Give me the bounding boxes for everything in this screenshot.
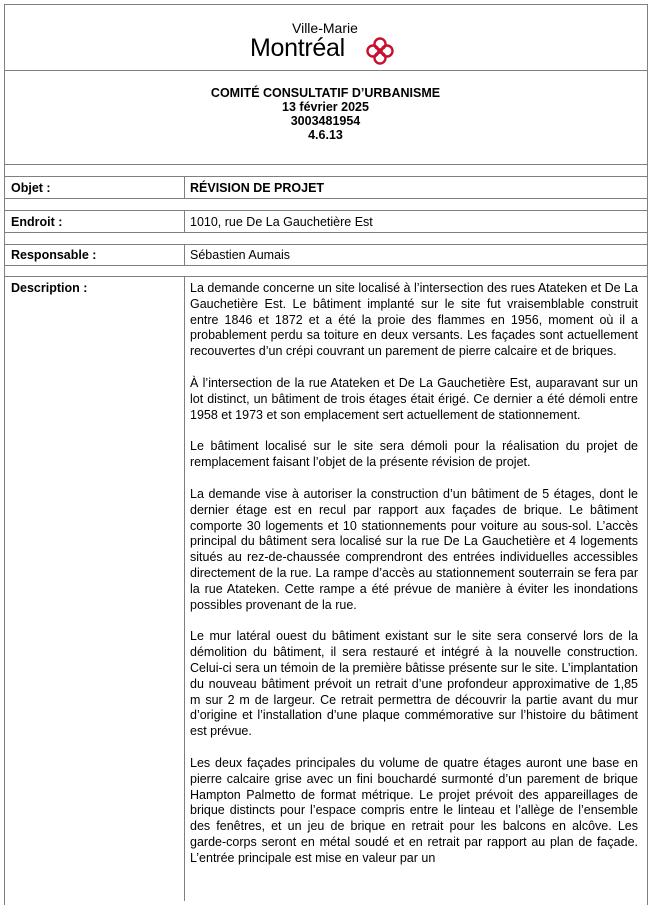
description-label: Description : [11,281,88,295]
file-number: 3003481954 [290,114,361,128]
description-paragraph: La demande concerne un site localisé à l’intersection des rues Atateken et De La Gauchetière Est. Le bâtiment implanté sur le site fut vraisemblable construit entre 1846 et 1872 et a été la proie des flammes en 1956, moment où il a probablement perdu sa toiture en deux versants. Les façades sont actuellement recouvertes d’un crépi couvrant un parement de pierre calcaire et de briques. [190,281,638,359]
divider [4,198,647,199]
responsable-label: Responsable : [11,248,97,262]
divider [4,276,647,277]
item-number: 4.6.13 [308,128,343,142]
objet-label: Objet : [11,181,51,195]
objet-value: RÉVISION DE PROJET [190,181,325,195]
divider [4,244,647,245]
montreal-rose-icon [364,35,396,67]
divider [4,70,647,71]
committee-title: COMITÉ CONSULTATIF D’URBANISME [210,86,441,100]
description-paragraph: Le mur latéral ouest du bâtiment existant sur le site sera conservé lors de la démolition du bâtiment, il sera restauré et intégré à la nouvelle construction. Celui-ci sera un témoin de la première bâtisse présente sur le site. L’implantation du nouveau bâtiment prévoit un retrait d’une profondeur approximative de 1,85 m sur 2 m de largeur. Ce retrait permettra de découvrir la partie avant du mur d’origine et l’installation d’une plaque commémorative sur l’histoire du bâtiment est prévue. [190,629,638,739]
description-body [190,281,638,883]
description-paragraph: Les deux façades principales du volume de quatre étages auront une base en pierre calcaire grise avec un fini bouchardé surmonté d’un parement de brique Hampton Palmetto de format métrique. Le projet prévoit des appareillages de brique distincts pour l’espace compris entre le linteau et l’allège de l’ensemble des fenêtres, et un jeu de brique en retrait pour les balcons en alcôve. Les garde-corps seront en métal soudé et en retrait par rapport au plan de façade. L’entrée principale est mise en valeur par un [190,755,638,865]
description-paragraph: La demande vise à autoriser la construction d’un bâtiment de 5 étages, dont le dernier étage est en recul par rapport aux façades de brique. Le bâtiment comporte 30 logements et 10 stationnements pour voiture au sous-sol. L’accès principal du bâtiment sera localisé sur la rue De La Gauchetière et 4 logements situés au rez-de-chaussée comprendront des entrées individuelles accessibles directement de la rue. La rampe d’accès au stationnement souterrain se fera par la rue Atateken. Cette rampe a été prévue de manière à éviter les inondations possibles provenant de la rue. [190,486,638,612]
meeting-date: 13 février 2025 [282,100,369,114]
endroit-label: Endroit : [11,215,63,229]
column-divider [184,210,185,233]
divider [4,176,647,177]
logo-city-text: Montréal [250,34,345,62]
logo-borough-text: Ville-Marie [292,20,358,36]
column-divider [184,244,185,266]
column-divider [184,176,185,199]
divider [4,210,647,211]
description-paragraph: Le bâtiment localisé sur le site sera démoli pour la réalisation du projet de remplacement faisant l’objet de la présente révision de projet. [190,439,638,470]
document-header [4,86,647,142]
divider [4,265,647,266]
column-divider [184,276,185,901]
divider [4,232,647,233]
montreal-logo [250,18,410,68]
responsable-value: Sébastien Aumais [190,248,291,262]
divider [4,164,647,165]
endroit-value: 1010, rue De La Gauchetière Est [190,215,373,229]
description-paragraph: À l’intersection de la rue Atateken et De La Gauchetière Est, auparavant sur un lot distinct, un bâtiment de trois étages était érigé. Ce dernier a été démoli entre 1958 et 1973 et son emplacement sert actuellement de stationnement. [190,375,638,422]
